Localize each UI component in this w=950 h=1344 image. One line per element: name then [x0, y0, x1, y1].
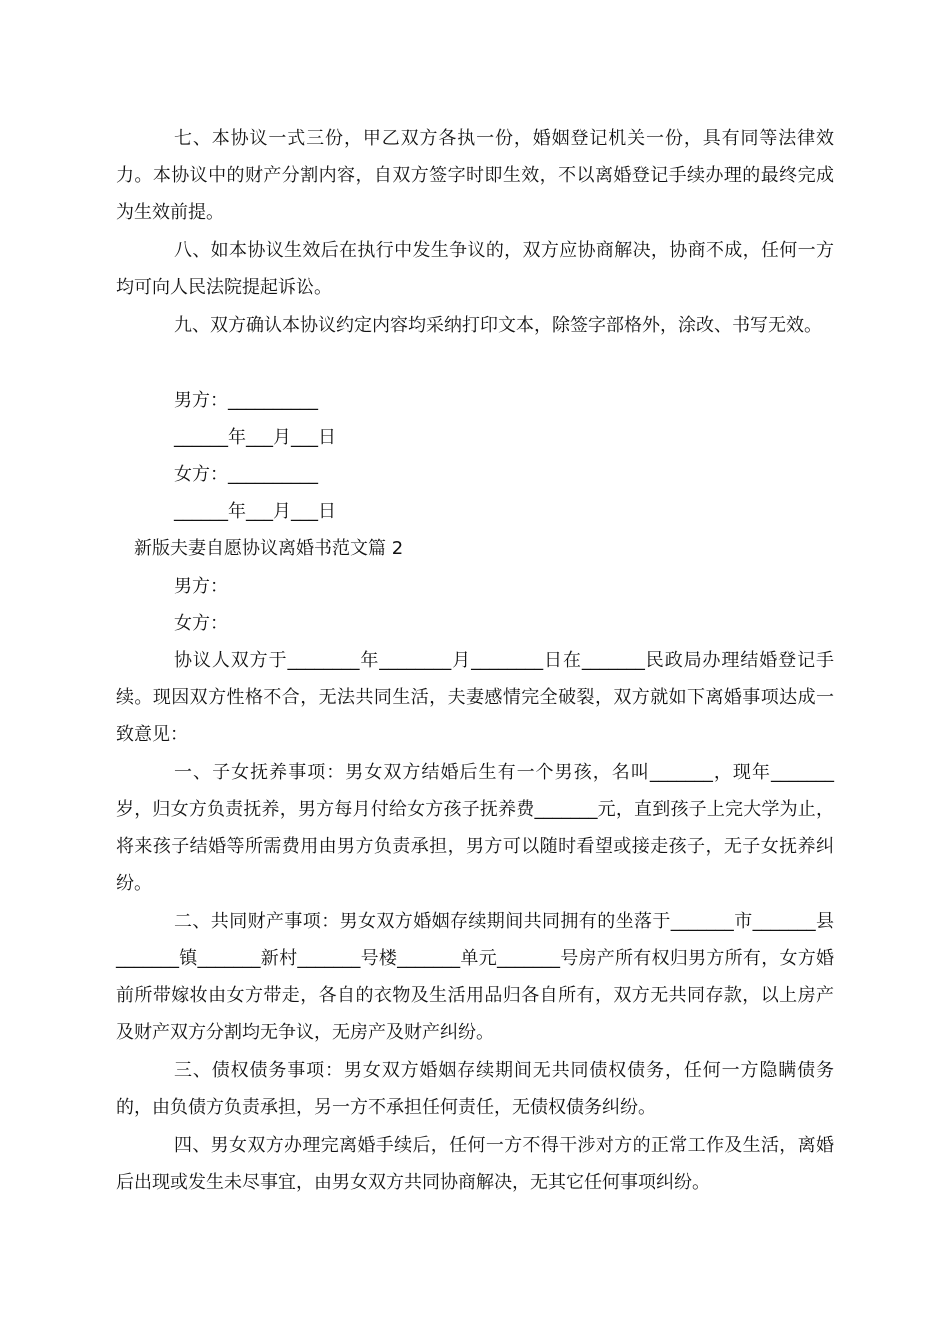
clause-non-interference: 四、男女双方办理完离婚手续后，任何一方不得干涉对方的正常工作及生活，离婚后出现或发生未尽事宜，由男女双方共同协商解决，无其它任何事项纠纷。 — [116, 1135, 834, 1193]
section-two-female: 女方： — [174, 613, 228, 634]
agreement-intro: 协议人双方于________年________月________日在_______民政局办理结婚登记手续。现因双方性格不合，无法共同生活，夫妻感情完全破裂，双方就如下离婚事项达成一致意见： — [116, 650, 834, 745]
clause-seven: 七、本协议一式三份，甲乙双方各执一份，婚姻登记机关一份，具有同等法律效力。本协议中的财产分割内容，自双方签字时即生效，不以离婚登记手续办理的最终完成为生效前提。 — [116, 128, 834, 223]
female-signature-line: 女方：__________ — [174, 464, 318, 485]
clause-debts: 三、债权债务事项：男女双方婚姻存续期间无共同债权债务，任何一方隐瞒债务的，由负债方负责承担，另一方不承担任何责任，无债权债务纠纷。 — [116, 1060, 834, 1118]
clause-eight: 八、如本协议生效后在执行中发生争议的，双方应协商解决，协商不成，任何一方均可向人民法院提起诉讼。 — [116, 240, 834, 298]
section-two-title: 新版夫妻自愿协议离婚书范文篇 2 — [134, 538, 404, 559]
male-signature-line: 男方：__________ — [174, 390, 318, 411]
section-two-male: 男方： — [174, 576, 228, 597]
clause-nine: 九、双方确认本协议约定内容均采纳打印文本，除签字部格外，涂改、书写无效。 — [174, 315, 822, 336]
male-date-line: ______年___月___日 — [174, 427, 336, 448]
clause-child-custody: 一、子女抚养事项：男女双方结婚后生有一个男孩，名叫_______，现年_______岁，归女方负责抚养，男方每月付给女方孩子抚养费_______元，直到孩子上完大学为止，将来孩子结婚等所需费用由男方负责承担，男方可以随时看望或接走孩子，无子女抚养纠纷。 — [116, 762, 834, 894]
clause-joint-property: 二、共同财产事项：男女双方婚姻存续期间共同拥有的坐落于_______市_______县_______镇_______新村_______号楼_______单元_______号房产所有权归男方所有，女方婚前所带嫁妆由女方带走，各自的衣物及生活用品归各自所有，双方无共同存款，以上房产及财产双方分割均无争议，无房产及财产纠纷。 — [116, 911, 834, 1043]
female-date-line: ______年___月___日 — [174, 501, 336, 522]
